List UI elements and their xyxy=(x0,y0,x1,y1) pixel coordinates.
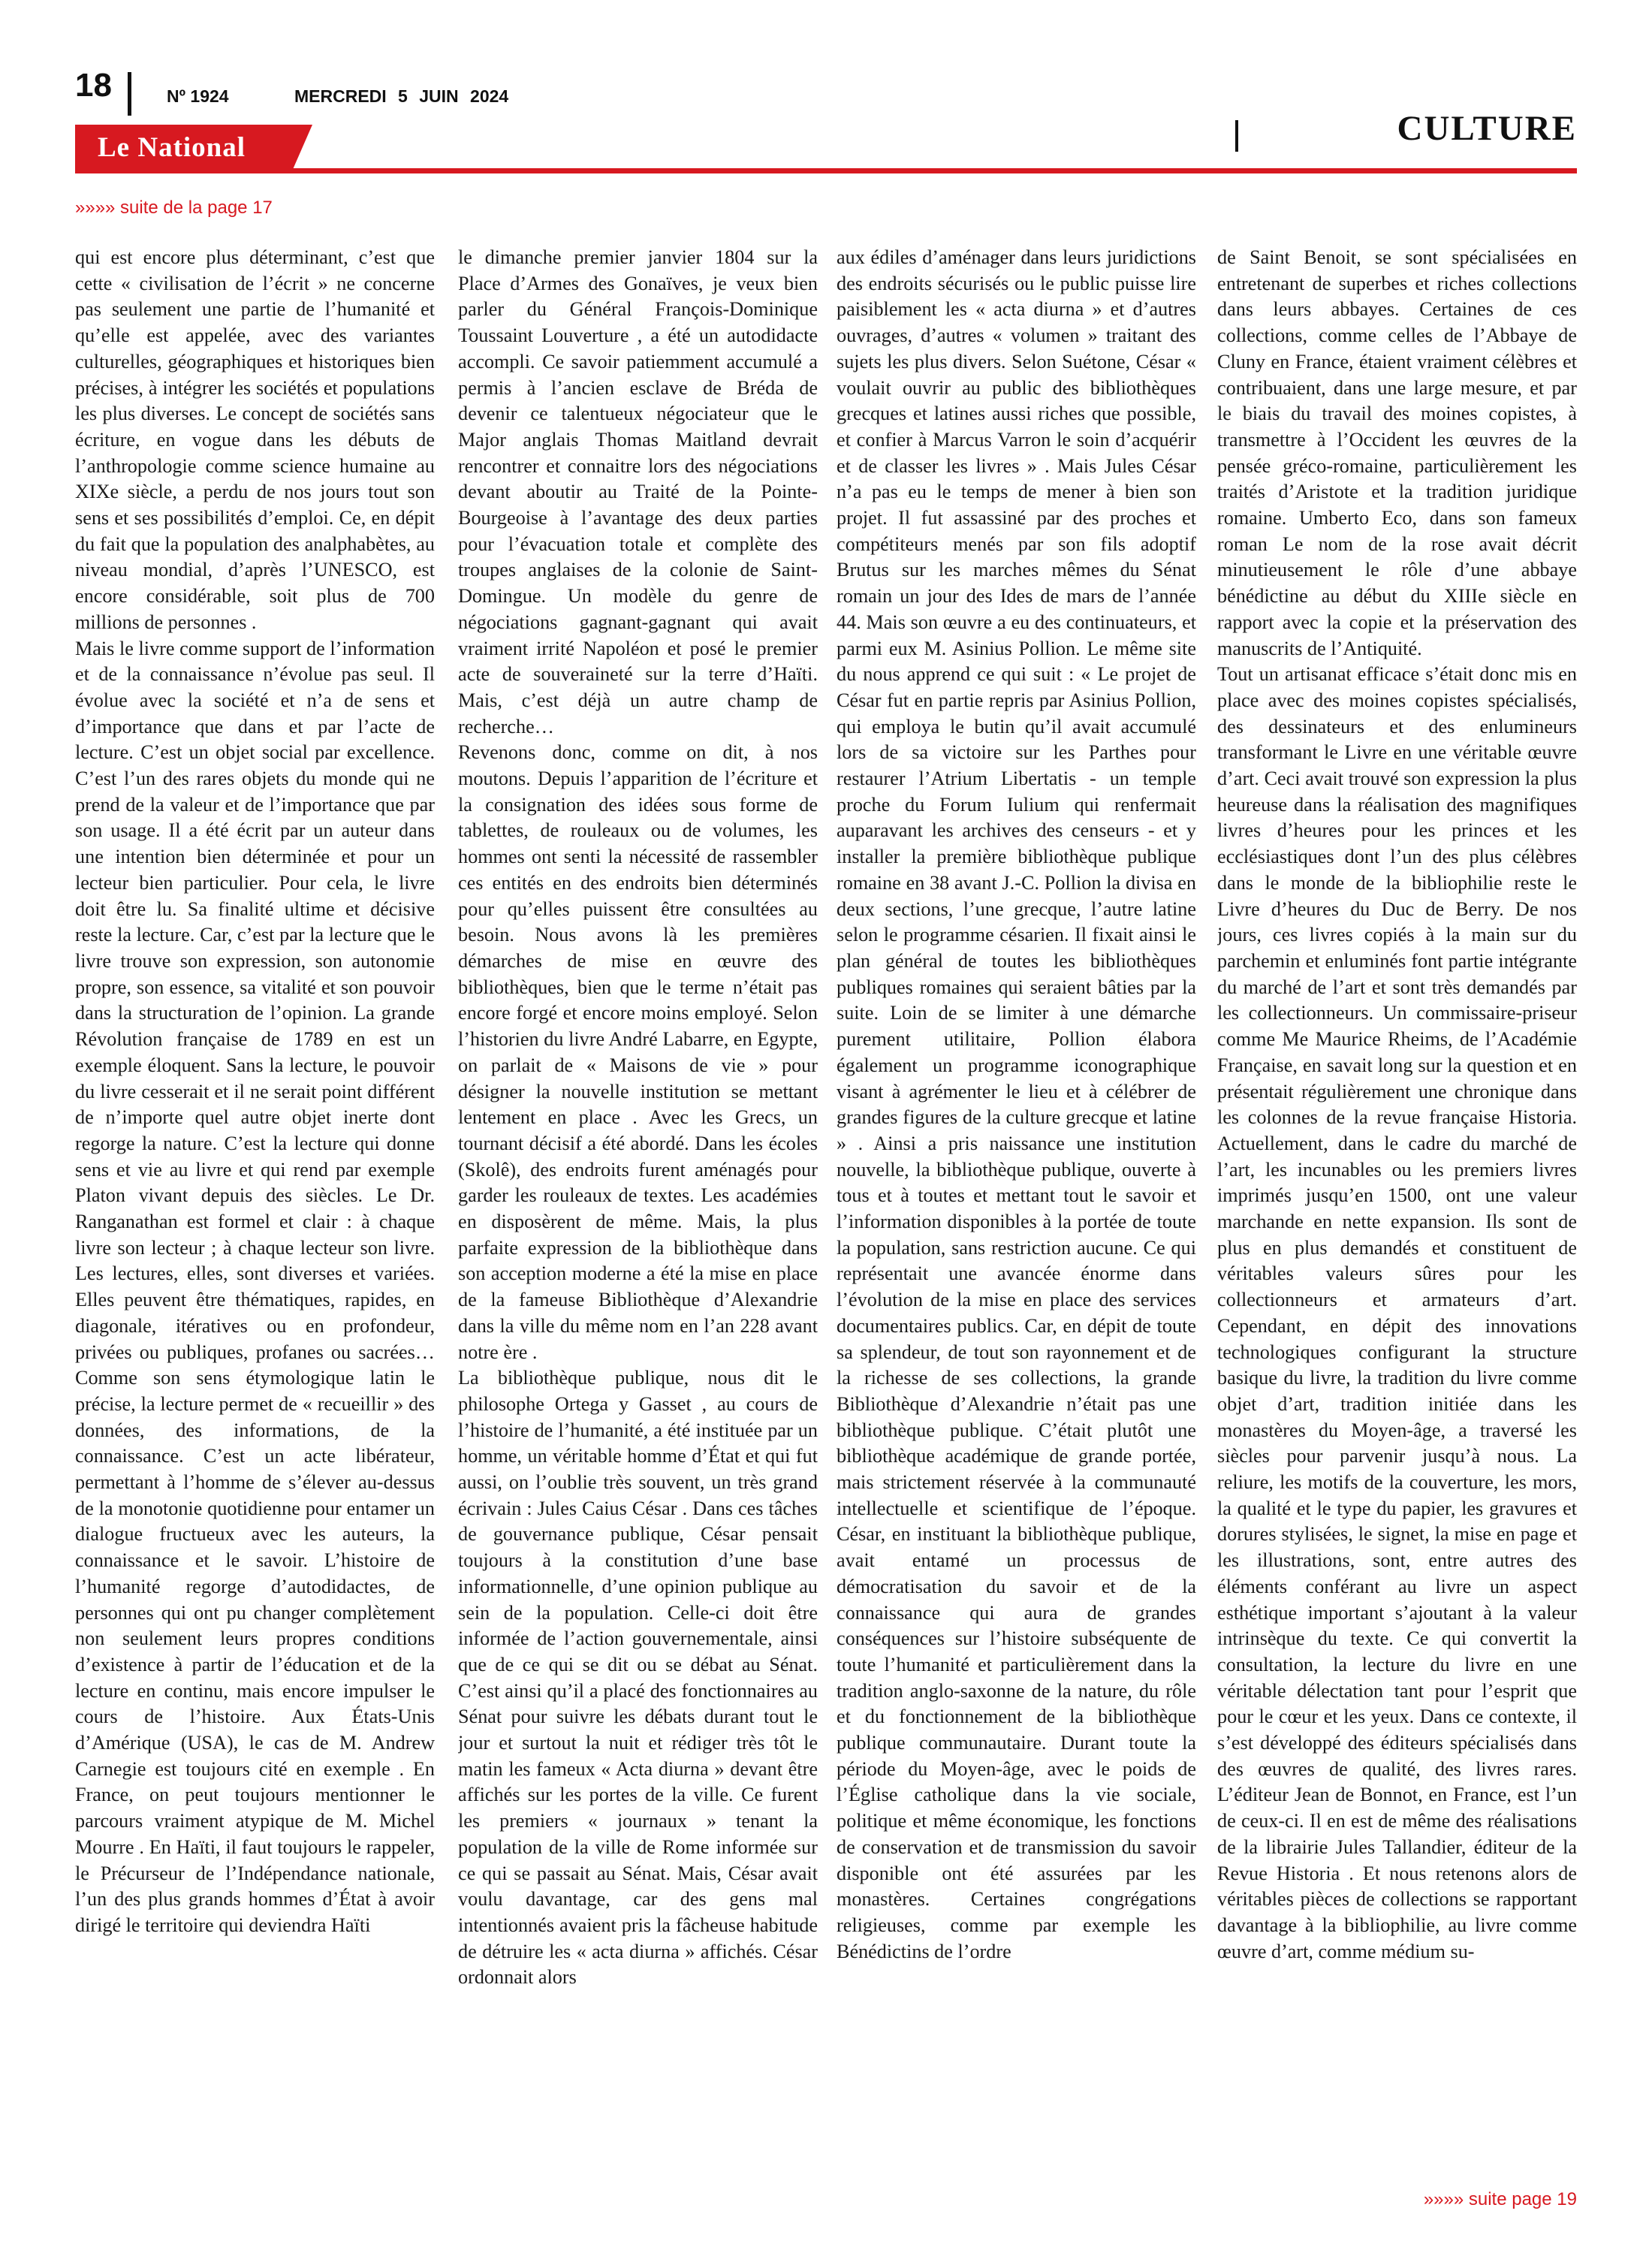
section-divider xyxy=(1235,120,1238,152)
paragraph: Mais le livre comme support de l’information et de la connaissance n’évolue pas seul. Il évolue avec la société et n’a de sens et d’importance que dans et par l’acte de lecture. C’est un objet social par excellence. C’est l’un des rares objets du monde qui ne prend de la valeur et de l’importance que par son usage. Il a été écrit par un auteur dans une intention bien déterminée et pour un lecteur bien particulier. Pour cela, le livre doit être lu. Sa finalité ultime et décisive reste la lecture. Car, c’est par la lecture que le livre trouve son expression, son autonomie propre, son essence, sa vitalité et son pouvoir dans la structuration de l’opinion. La grande Révolution française de 1789 en est un exemple éloquent. Sans la lecture, le pouvoir du livre cesserait et il ne serait point différent de n’importe quel autre objet inerte dont regorge la nature. C’est la lecture qui donne sens et vie au livre et qui rend par exemple Platon vivant depuis des siècles. Le Dr. Ranganathan est formel et clair : à chaque livre son lecteur ; à chaque lecteur son livre. Les lectures, elles, sont diverses et variées. Elles peuvent être thématiques, rapides, en diagonale, itératives ou en profondeur, privées ou publiques, profanes ou sacrées…Comme son sens étymologique latin le précise, la lecture permet de « recueillir » des données, des informations, de la connaissance. C’est un acte libérateur, permettant à l’homme de s’élever au-dessus de la monotonie quotidienne pour entamer un dialogue fructueux avec les auteurs, la connaissance et le savoir. L’histoire de l’humanité regorge d’autodidactes, de personnes qui ont pu changer complètement non seulement leurs propres conditions d’existence à partir de l’éducation et de la lecture en continu, mais encore impulser le cours de l’histoire. Aux États-Unis d’Amérique (USA), le cas de M. Andrew Carnegie est toujours cité en exemple . En France, on peut toujours mentionner le parcours vraiment atypique de M. Michel Mourre . En Haïti, il faut toujours le rappeler, le Précurseur de l’Indépendance nationale, l’un des plus grands hommes d’État à avoir dirigé le territoire qui deviendra Haïti xyxy=(75,637,435,1936)
header-rule xyxy=(75,168,1577,173)
article-column-2 xyxy=(458,245,818,2182)
paragraph: Tout un artisanat efficace s’était donc mis en place avec des moines copistes spécialisés, des dessinateurs et des enlumineurs transformant le Livre en une véritable œuvre d’art. Ceci avait trouvé son expression la plus heureuse dans la réalisation des magnifiques livres d’heures pour les princes et les ecclésiastiques dont l’un des plus célèbres dans le monde de la bibliophilie reste le Livre d’heures du Duc de Berry. De nos jours, ces livres copiés à la main sur du parchemin et enluminés font partie intégrante du marché de l’art et sont très demandés par les collectionneurs. Un commissaire-priseur comme Me Maurice Rheims, de l’Académie Française, en savait long sur la question et en présentait régulièrement une chronique dans les colonnes de la revue française Historia. Actuellement, dans le cadre du marché de l’art, les incunables ou les premiers livres imprimés jusqu’en 1500, ont une valeur marchande en nette expansion. Ils sont de plus en plus demandés et constituent de véritables valeurs sûres pour les collectionneurs et armateurs d’art. Cependant, en dépit des innovations technologiques configurant la structure basique du livre, la tradition du livre comme objet d’art, tradition initiée dans les monastères du Moyen-âge, a traversé les siècles pour parvenir jusqu’à nous. La reliure, les motifs de la couverture, les mors, la qualité et le type du papier, les gravures et dorures stylisées, le signet, la mise en page et les illustrations, sont, entre autres des éléments conférant au livre un aspect esthétique important s’ajoutant à la valeur intrinsèque du texte. Ce qui convertit la consultation, la lecture du livre en une véritable délectation tant pour l’esprit que pour le cœur et les yeux. Dans ce contexte, il s’est développé des éditeurs spécialisés dans des œuvres de qualité, des livres rares. L’éditeur Jean de Bonnot, en France, est l’un de ceux-ci. Il en est de même des réalisations de la librairie Jules Tallandier, éditeur de la Revue Historia . Et nous retenons alors de véritables pièces de collections se rapportant davantage à la bibliophilie, au livre comme œuvre d’art, comme médium su- xyxy=(1217,663,1577,1962)
article-column-3 xyxy=(837,245,1196,2182)
page-number: 18 xyxy=(75,67,112,104)
paragraph: le dimanche premier janvier 1804 sur la Place d’Armes des Gonaïves, je veux bien parler du Général François-Dominique Toussaint Louverture , a été un autodidacte accompli. Ce savoir patiemment accumulé a permis à l’ancien esclave de Bréda de devenir ce talentueux négociateur que le Major anglais Thomas Maitland devrait rencontrer et connaitre lors des négociations devant aboutir au Traité de la Pointe-Bourgeoise à l’avantage des deux parties pour l’évacuation totale et complète des troupes anglaises de la colonie de Saint-Domingue. Un modèle du genre de négociations gagnant-gagnant qui avait vraiment irrité Napoléon et posé le premier acte de souveraineté sur la terre d’Haïti. Mais, c’est déjà un autre champ de recherche… xyxy=(458,246,818,737)
section-title: CULTURE xyxy=(1397,109,1577,148)
paragraph: de Saint Benoit, se sont spécialisées en entretenant de superbes et riches collections dans leurs abbayes. Certaines de ces collections, comme celles de l’Abbaye de Cluny en France, étaient vraiment célèbres et contribuaient, dans une large mesure, et par le biais du travail des moines copistes, à transmettre à l’Occident les œuvres de la pensée gréco-romaine, particulièrement les traités d’Aristote et la tradition juridique romaine. Umberto Eco, dans son fameux roman Le nom de la rose avait décrit minutieusement le rôle d’une abbaye bénédictine au début du XIIIe siècle en rapport avec la copie et la préservation des manuscrits de l’Antiquité. xyxy=(1217,246,1577,659)
continued-from-link[interactable]: »»»» suite de la page 17 xyxy=(75,198,273,218)
paragraph: qui est encore plus déterminant, c’est que cette « civilisation de l’écrit » ne concerne pas seulement une partie de l’humanité et qu’elle est appelée, avec des variantes culturelles, géographiques et historiques bien précises, à intégrer les sociétés et populations les plus diverses. Le concept de sociétés sans écriture, en vogue dans les débuts de l’anthropologie comme science humaine au XIXe siècle, a perdu de nos jours tout son sens et ses possibilités d’emploi. Ce, en dépit du fait que la population des analphabètes, au niveau mondial, d’après l’UNESCO, est encore considérable, soit plus de 700 millions de personnes . xyxy=(75,246,435,633)
article-column-4 xyxy=(1217,245,1577,2182)
paragraph: Revenons donc, comme on dit, à nos moutons. Depuis l’apparition de l’écriture et la consignation des idées sous forme de tablettes, de rouleaux ou de volumes, les hommes ont senti la nécessité de rassembler ces entités en des endroits bien déterminés pour qu’elles puissent être consultées au besoin. Nous avons là les premières démarches de mise en œuvre des bibliothèques, bien que le terme n’était pas encore forgé et encore moins employé. Selon l’historien du livre André Labarre, en Egypte, on parlait de « Maisons de vie » pour désigner la nouvelle institution se mettant lentement en place . Avec les Grecs, un tournant décisif a été abordé. Dans les écoles (Skolê), des endroits furent aménagés pour garder les rouleaux de textes. Les académies en disposèrent de même. Mais, la plus parfaite expression de la bibliothèque dans son acception moderne a été la mise en place de la fameuse Bibliothèque d’Alexandrie dans la ville du même nom en l’an 228 avant notre ère . xyxy=(458,741,818,1363)
masthead-logo: Le National xyxy=(98,132,246,163)
continued-to-link[interactable]: »»»» suite page 19 xyxy=(1423,2189,1577,2209)
issue-number: Nº 1924 xyxy=(167,86,229,106)
page-number-divider xyxy=(128,72,131,116)
article-column-1 xyxy=(75,245,435,2182)
issue-date: MERCREDI 5 JUIN 2024 xyxy=(294,86,509,106)
paragraph: La bibliothèque publique, nous dit le philosophe Ortega y Gasset , au cours de l’histoire de l’humanité, a été instituée par un homme, un véritable homme d’État et qui fut aussi, on l’oublie très souvent, un très grand écrivain : Jules Caius César . Dans ces tâches de gouvernance publique, César pensait toujours à la constitution d’une base informationnelle, d’une opinion publique au sein de la population. Celle-ci doit être informée de l’action gouvernementale, ainsi que de ce qui se dit ou se débat au Sénat. C’est ainsi qu’il a placé des fonctionnaires au Sénat pour suivre les débats durant tout le jour et surtout la nuit et rédiger très tôt le matin les fameux « Acta diurna » devant être affichés sur les portes de la ville. Ce furent les premiers « journaux » tenant la population de la ville de Rome informée sur ce qui se passait au Sénat. Mais, César avait voulu davantage, car des gens mal intentionnés avaient pris la fâcheuse habitude de détruire les « acta diurna » affichés. César ordonnait alors xyxy=(458,1367,818,1989)
paragraph: aux édiles d’aménager dans leurs juridictions des endroits sécurisés ou le public puisse lire paisiblement les « acta diurna » et d’autres ouvrages, d’autres « volumen » traitant des sujets les plus divers. Selon Suétone, César « voulait ouvrir au public des bibliothèques grecques et latines aussi riches que possible, et confier à Marcus Varron le soin d’acquérir et de classer les livres » . Mais Jules César n’a pas eu le temps de mener à bien son projet. Il fut assassiné par des proches et compétiteurs menés par son fils adoptif Brutus sur les marches mêmes du Sénat romain un jour des Ides de mars de l’année 44. Mais son œuvre a eu des continuateurs, et parmi eux M. Asinius Pollion. Le même site du nous apprend ce qui suit : « Le projet de César fut en partie repris par Asinius Pollion, qui employa le butin qu’il avait accumulé lors de sa victoire sur les Parthes pour restaurer l’Atrium Libertatis - un temple proche du Forum Iulium qui renfermait auparavant les archives des censeurs - et y installer la première bibliothèque publique romaine en 38 avant J.-C. Pollion la divisa en deux sections, l’une grecque, l’autre latine selon le programme césarien. Il fixait ainsi le plan général de toutes les bibliothèques publiques romaines qui seraient bâties par la suite. Loin de se limiter à une démarche purement utilitaire, Pollion élabora également un programme iconographique visant à agrémenter le lieu et à célébrer de grandes figures de la culture grecque et latine » . Ainsi a pris naissance une institution nouvelle, la bibliothèque publique, ouverte à tous et à toutes et mettant tout le savoir et l’information disponibles à la portée de toute la population, sans restriction aucune. Ce qui représentait une avancée énorme dans l’évolution de la mise en place des services documentaires publics. Car, en dépit de toute sa splendeur, de tout son rayonnement et de la richesse de ses collections, la grande Bibliothèque d’Alexandrie n’était pas une bibliothèque publique. C’était plutôt une bibliothèque académique de grande portée, mais strictement réservée à la communauté intellectuelle et scientifique de l’époque. César, en instituant la bibliothèque publique, avait entamé un processus de démocratisation du savoir et de la connaissance qui aura de grandes conséquences sur l’histoire subséquente de toute l’humanité et particulièrement dans la tradition anglo-saxonne de la nature, du rôle et du fonctionnement de la bibliothèque publique communautaire. Durant toute la période du Moyen-âge, avec le poids de l’Église catholique dans la vie sociale, politique et même économique, les fonctions de conservation et de transmission du savoir disponible ont été assurées par les monastères. Certaines congrégations religieuses, comme par exemple les Bénédictins de l’ordre xyxy=(837,246,1196,1962)
